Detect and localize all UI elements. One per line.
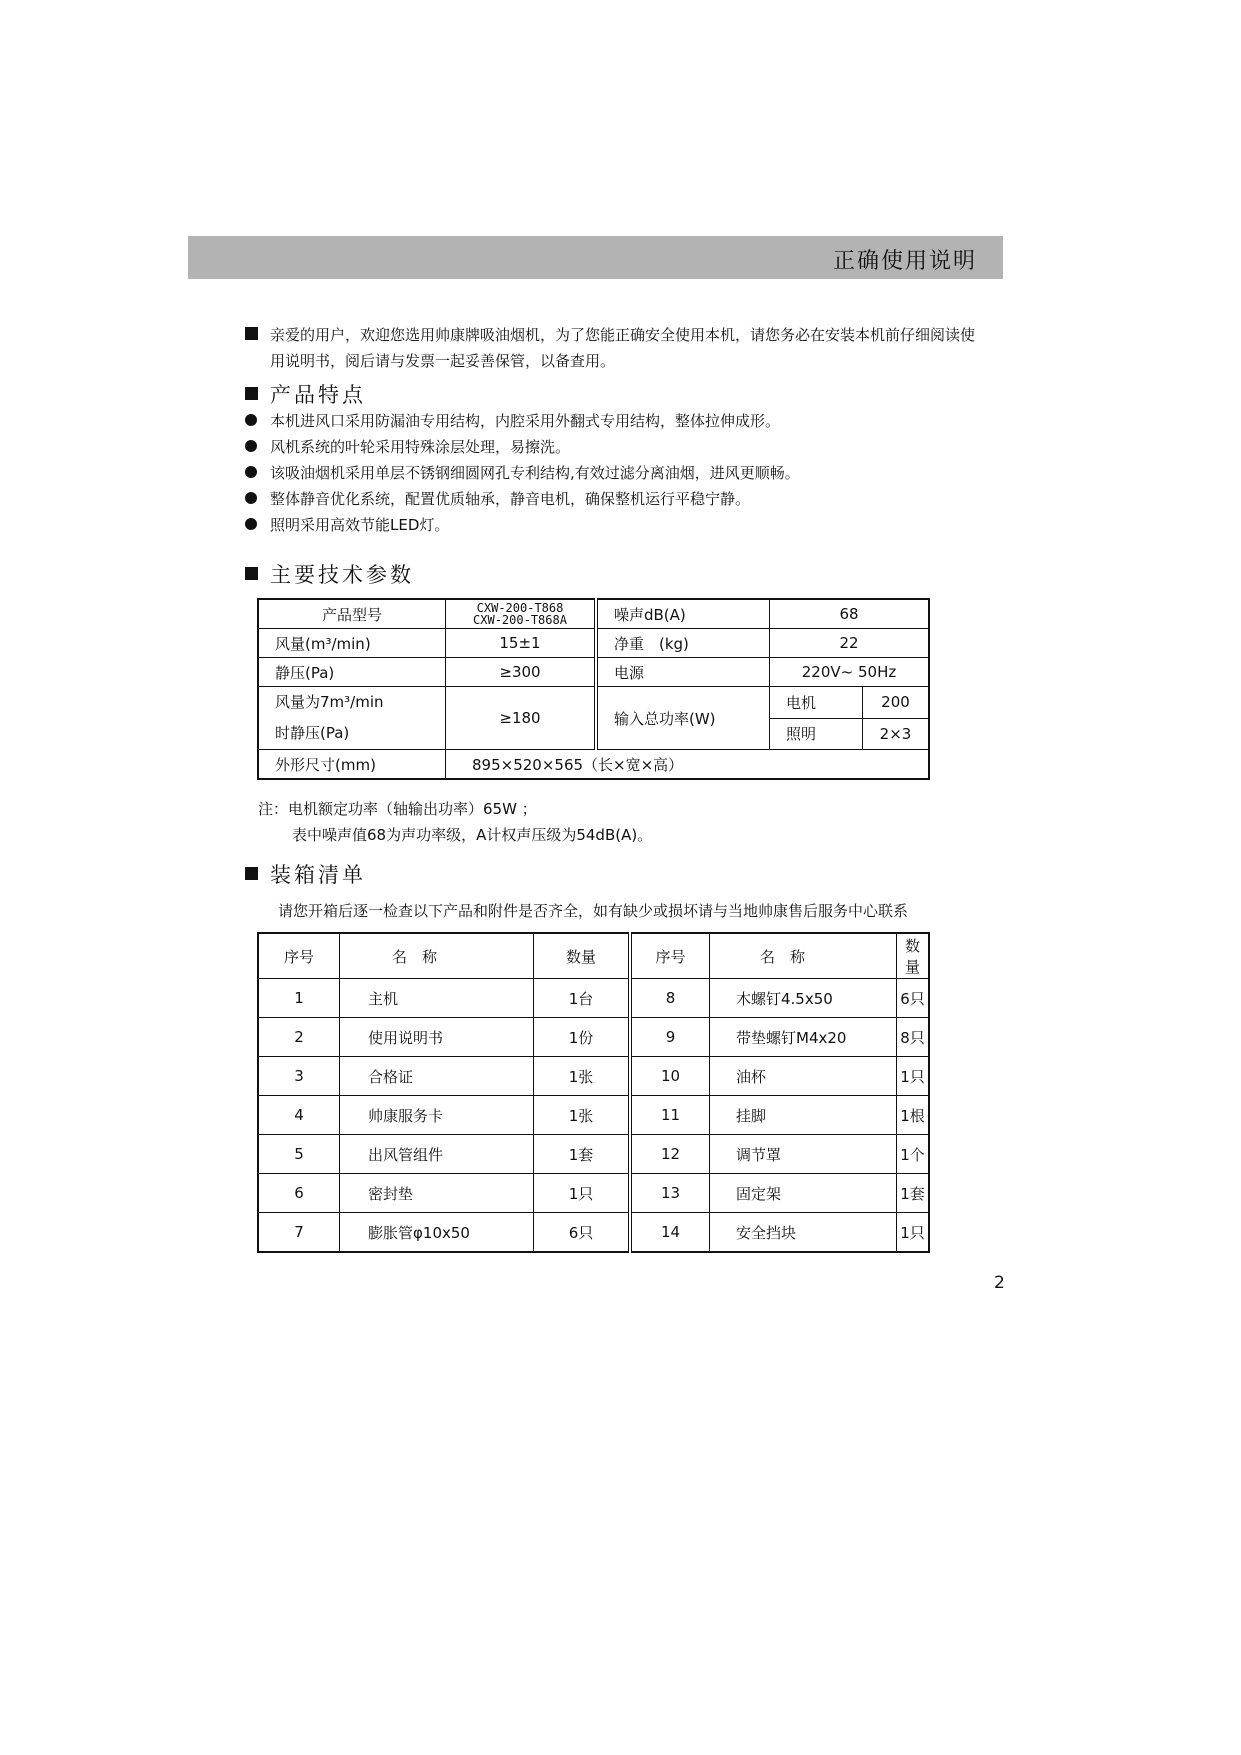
row-number: 6 — [258, 1174, 340, 1213]
spec-value: 68 — [770, 599, 930, 629]
spec-label: 产品型号 — [258, 599, 446, 629]
spec-sublabel: 电机 — [770, 687, 863, 719]
intro-paragraph — [270, 322, 980, 374]
page-number: 2 — [994, 1273, 1005, 1293]
table-row — [258, 1135, 929, 1174]
spec-value: ≥300 — [446, 658, 597, 687]
spec-value: 2×3 — [863, 718, 930, 750]
item-qty: 6只 — [534, 1213, 631, 1253]
item-name: 木螺钉4.5x50 — [710, 979, 897, 1018]
spec-label-line: 风量为7m³/min — [275, 693, 384, 711]
spec-value: 15±1 — [446, 629, 597, 658]
column-header: 名 称 — [710, 933, 897, 979]
item-qty: 8只 — [897, 1018, 930, 1057]
item-name: 固定架 — [710, 1174, 897, 1213]
table-row — [258, 1057, 929, 1096]
dot-bullet-icon — [245, 492, 257, 504]
spec-label: 静压(Pa) — [258, 658, 446, 687]
dot-bullet-icon — [245, 440, 257, 452]
row-number: 5 — [258, 1135, 340, 1174]
packing-intro: 请您开箱后逐一检查以下产品和附件是否齐全，如有缺少或损坏请与当地帅康售后服务中心联系 — [278, 902, 909, 920]
spec-label: 净重 (kg) — [596, 629, 770, 658]
column-header: 序号 — [258, 933, 340, 979]
section-title-specs: 主要技术参数 — [270, 563, 414, 587]
intro-text: 亲爱的用户，欢迎您选用帅康牌吸油烟机，为了您能正确安全使用本机，请您务必在安装本机前仔细阅读使用说明书，阅后请与发票一起妥善保管，以备查用。 — [270, 326, 976, 370]
spec-value: 200 — [863, 687, 930, 719]
column-header: 数量 — [897, 933, 930, 979]
item-name: 安全挡块 — [710, 1213, 897, 1253]
spec-label: 风量(m³/min) — [258, 629, 446, 658]
page-title: 正确使用说明 — [832, 249, 977, 274]
spec-label: 电源 — [596, 658, 770, 687]
item-qty: 1张 — [534, 1057, 631, 1096]
row-number: 3 — [258, 1057, 340, 1096]
feature-item: 整体静音优化系统，配置优质轴承，静音电机，确保整机运行平稳宁静。 — [270, 490, 751, 508]
table-row — [258, 1213, 929, 1253]
item-qty: 1只 — [897, 1213, 930, 1253]
row-number: 1 — [258, 979, 340, 1018]
row-number: 4 — [258, 1096, 340, 1135]
row-number: 10 — [630, 1057, 710, 1096]
spec-value: 22 — [770, 629, 930, 658]
item-qty: 1套 — [897, 1174, 930, 1213]
section-title-features: 产品特点 — [270, 383, 366, 407]
column-header: 序号 — [630, 933, 710, 979]
row-number: 9 — [630, 1018, 710, 1057]
item-qty: 1根 — [897, 1096, 930, 1135]
item-name: 主机 — [340, 979, 534, 1018]
item-qty: 1台 — [534, 979, 631, 1018]
row-number: 2 — [258, 1018, 340, 1057]
item-name: 带垫螺钉M4x20 — [710, 1018, 897, 1057]
dot-bullet-icon — [245, 414, 257, 426]
table-row — [258, 979, 929, 1018]
row-number: 14 — [630, 1213, 710, 1253]
header-bar — [188, 236, 1003, 279]
item-name: 油杯 — [710, 1057, 897, 1096]
feature-item: 风机系统的叶轮采用特殊涂层处理，易擦洗。 — [270, 438, 571, 456]
packing-table — [257, 932, 930, 1253]
item-qty: 1张 — [534, 1096, 631, 1135]
square-bullet-icon — [245, 387, 258, 400]
spec-sublabel: 照明 — [770, 718, 863, 750]
spec-label-line: 时静压(Pa) — [275, 724, 350, 742]
item-name: 膨胀管φ10x50 — [340, 1213, 534, 1253]
row-number: 12 — [630, 1135, 710, 1174]
spec-note: 注：电机额定功率（轴输出功率）65W ； — [258, 800, 537, 818]
spec-value: ≥180 — [446, 687, 597, 750]
dot-bullet-icon — [245, 518, 257, 530]
item-name: 出风管组件 — [340, 1135, 534, 1174]
table-row — [258, 1096, 929, 1135]
feature-item: 本机进风口采用防漏油专用结构，内腔采用外翻式专用结构，整体拉伸成形。 — [270, 412, 781, 430]
dot-bullet-icon — [245, 466, 257, 478]
row-number: 13 — [630, 1174, 710, 1213]
item-qty: 1套 — [534, 1135, 631, 1174]
table-row — [258, 1018, 929, 1057]
spec-value: 895×520×565（长×宽×高） — [446, 750, 930, 780]
spec-label: 输入总功率(W) — [596, 687, 770, 750]
square-bullet-icon — [245, 567, 258, 580]
column-header: 数量 — [534, 933, 631, 979]
item-name: 使用说明书 — [340, 1018, 534, 1057]
square-bullet-icon — [245, 867, 258, 880]
feature-item: 该吸油烟机采用单层不锈钢细圆网孔专利结构,有效过滤分离油烟，进风更顺畅。 — [270, 464, 800, 482]
item-name: 合格证 — [340, 1057, 534, 1096]
item-name: 帅康服务卡 — [340, 1096, 534, 1135]
item-qty: 6只 — [897, 979, 930, 1018]
row-number: 11 — [630, 1096, 710, 1135]
model-line: CXW-200-T868A — [473, 613, 567, 627]
item-qty: 1份 — [534, 1018, 631, 1057]
spec-note: 表中噪声值68为声功率级，A计权声压级为54dB(A)。 — [292, 826, 653, 844]
item-name: 调节罩 — [710, 1135, 897, 1174]
row-number: 8 — [630, 979, 710, 1018]
feature-item: 照明采用高效节能LED灯。 — [270, 516, 450, 534]
column-header: 名 称 — [340, 933, 534, 979]
spec-table — [257, 598, 930, 780]
spec-model-value — [446, 599, 597, 629]
item-qty: 1只 — [534, 1174, 631, 1213]
square-bullet-icon — [245, 327, 258, 340]
item-name: 挂脚 — [710, 1096, 897, 1135]
spec-label-multiline — [258, 687, 446, 750]
section-title-packing: 装箱清单 — [270, 863, 366, 887]
spec-label: 噪声dB(A) — [596, 599, 770, 629]
item-name: 密封垫 — [340, 1174, 534, 1213]
spec-value: 220V~ 50Hz — [770, 658, 930, 687]
model-line: CXW-200-T868 — [476, 601, 564, 615]
spec-label: 外形尺寸(mm) — [258, 750, 446, 780]
table-row — [258, 1174, 929, 1213]
item-qty: 1只 — [897, 1057, 930, 1096]
item-qty: 1个 — [897, 1135, 930, 1174]
row-number: 7 — [258, 1213, 340, 1253]
